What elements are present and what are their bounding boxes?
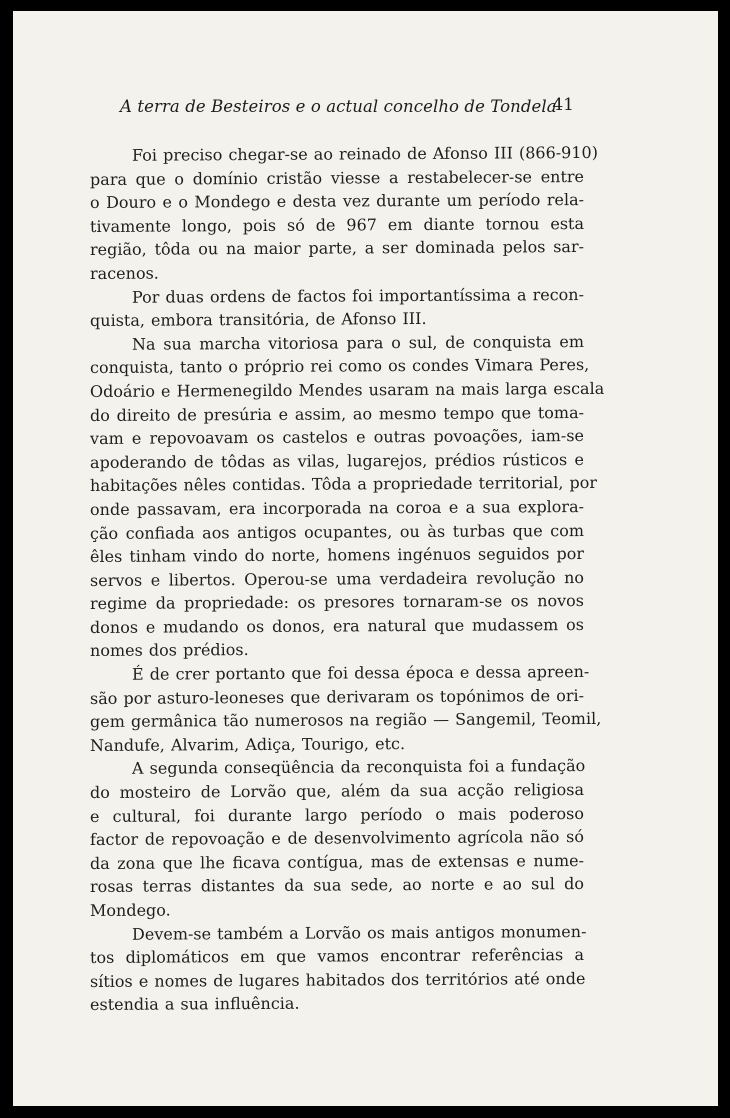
- page-number: 41: [552, 95, 574, 115]
- text-line: êles tinham vindo do norte, homens ingénuos seguidos por: [89, 544, 585, 567]
- text-line: Foi preciso chegar-se ao reinado de Afonso III (866-910): [131, 142, 598, 165]
- text-line: Mondego.: [89, 900, 171, 920]
- text-line: estendia a sua influência.: [89, 994, 300, 1015]
- text-line: do direito de presúria e assim, ao mesmo tempo que toma-: [89, 402, 585, 425]
- text-line: da zona que lhe ficava contígua, mas de extensas e nume-: [89, 850, 585, 873]
- text-line: apoderando de tôdas as vilas, lugarejos, prédios rústicos e: [89, 449, 585, 472]
- text-line: são por asturo-leoneses que derivaram os topónimos de ori-: [89, 685, 585, 708]
- text-line: para que o domínio cristão viesse a restabelecer-se entre: [89, 166, 585, 189]
- text-line: É de crer portanto que foi dessa época e dessa apreen-: [131, 662, 590, 684]
- text-line: do mosteiro de Lorvão que, além da sua acção religiosa: [89, 780, 585, 803]
- text-line: nomes dos prédios.: [89, 640, 249, 661]
- text-line: e cultural, foi durante largo período o mais poderoso: [89, 803, 585, 826]
- text-line: tivamente longo, pois só de 967 em diante tornou esta: [89, 213, 585, 236]
- text-line: região, tôda ou na maior parte, a ser dominada pelos sar-: [89, 237, 585, 260]
- text-line: Por duas ordens de factos foi importantíssima a recon-: [131, 284, 585, 307]
- text-line: ção confiada aos antigos ocupantes, ou às turbas que com: [89, 520, 585, 543]
- running-title: A terra de Besteiros e o actual concelho de Tondela: [120, 97, 557, 116]
- text-line: Devem-se também a Lorvão os mais antigos monumen-: [131, 921, 587, 944]
- text-line: habitações nêles contidas. Tôda a propriedade territorial, por: [89, 473, 598, 496]
- text-line: tos diplomáticos em que vamos encontrar referências a: [89, 945, 585, 968]
- text-line: regime da propriedade: os presores tornaram-se os novos: [89, 591, 585, 614]
- text-line: gem germânica tão numerosos na região — Sangemil, Teomil,: [89, 709, 602, 732]
- text-line: vam e repovoavam os castelos e outras povoações, iam-se: [89, 426, 585, 449]
- text-line: racenos.: [89, 263, 159, 283]
- text-line: sítios e nomes de lugares habitados dos territórios até onde: [89, 968, 586, 991]
- running-header: [120, 95, 574, 125]
- text-line: rosas terras distantes da sua sede, ao norte e ao sul do: [89, 874, 585, 897]
- text-line: A segunda conseqüência da reconquista foi a fundação: [131, 756, 586, 779]
- text-line: Na sua marcha vitoriosa para o sul, de conquista em: [131, 331, 585, 354]
- text-line: servos e libertos. Operou-se uma verdadeira revolução no: [89, 567, 585, 590]
- text-line: factor de repovoação e de desenvolvimento agrícola não só: [89, 827, 585, 850]
- text-line: Odoário e Hermenegildo Mendes usaram na mais larga escala: [89, 378, 605, 401]
- text-line: o Douro e o Mondego e desta vez durante um período rela-: [89, 190, 585, 213]
- text-line: onde passavam, era incorporada na coroa e a sua explora-: [89, 496, 585, 519]
- text-line: quista, embora transitória, de Afonso III.: [89, 309, 427, 331]
- body-text: [89, 142, 605, 1017]
- text-line: conquista, tanto o próprio rei como os condes Vimara Peres,: [89, 355, 590, 378]
- text-line: Nandufe, Alvarim, Adiça, Tourigo, etc.: [89, 733, 406, 755]
- text-line: donos e mudando os donos, era natural que mudassem os: [89, 614, 585, 637]
- book-page: [13, 11, 718, 1106]
